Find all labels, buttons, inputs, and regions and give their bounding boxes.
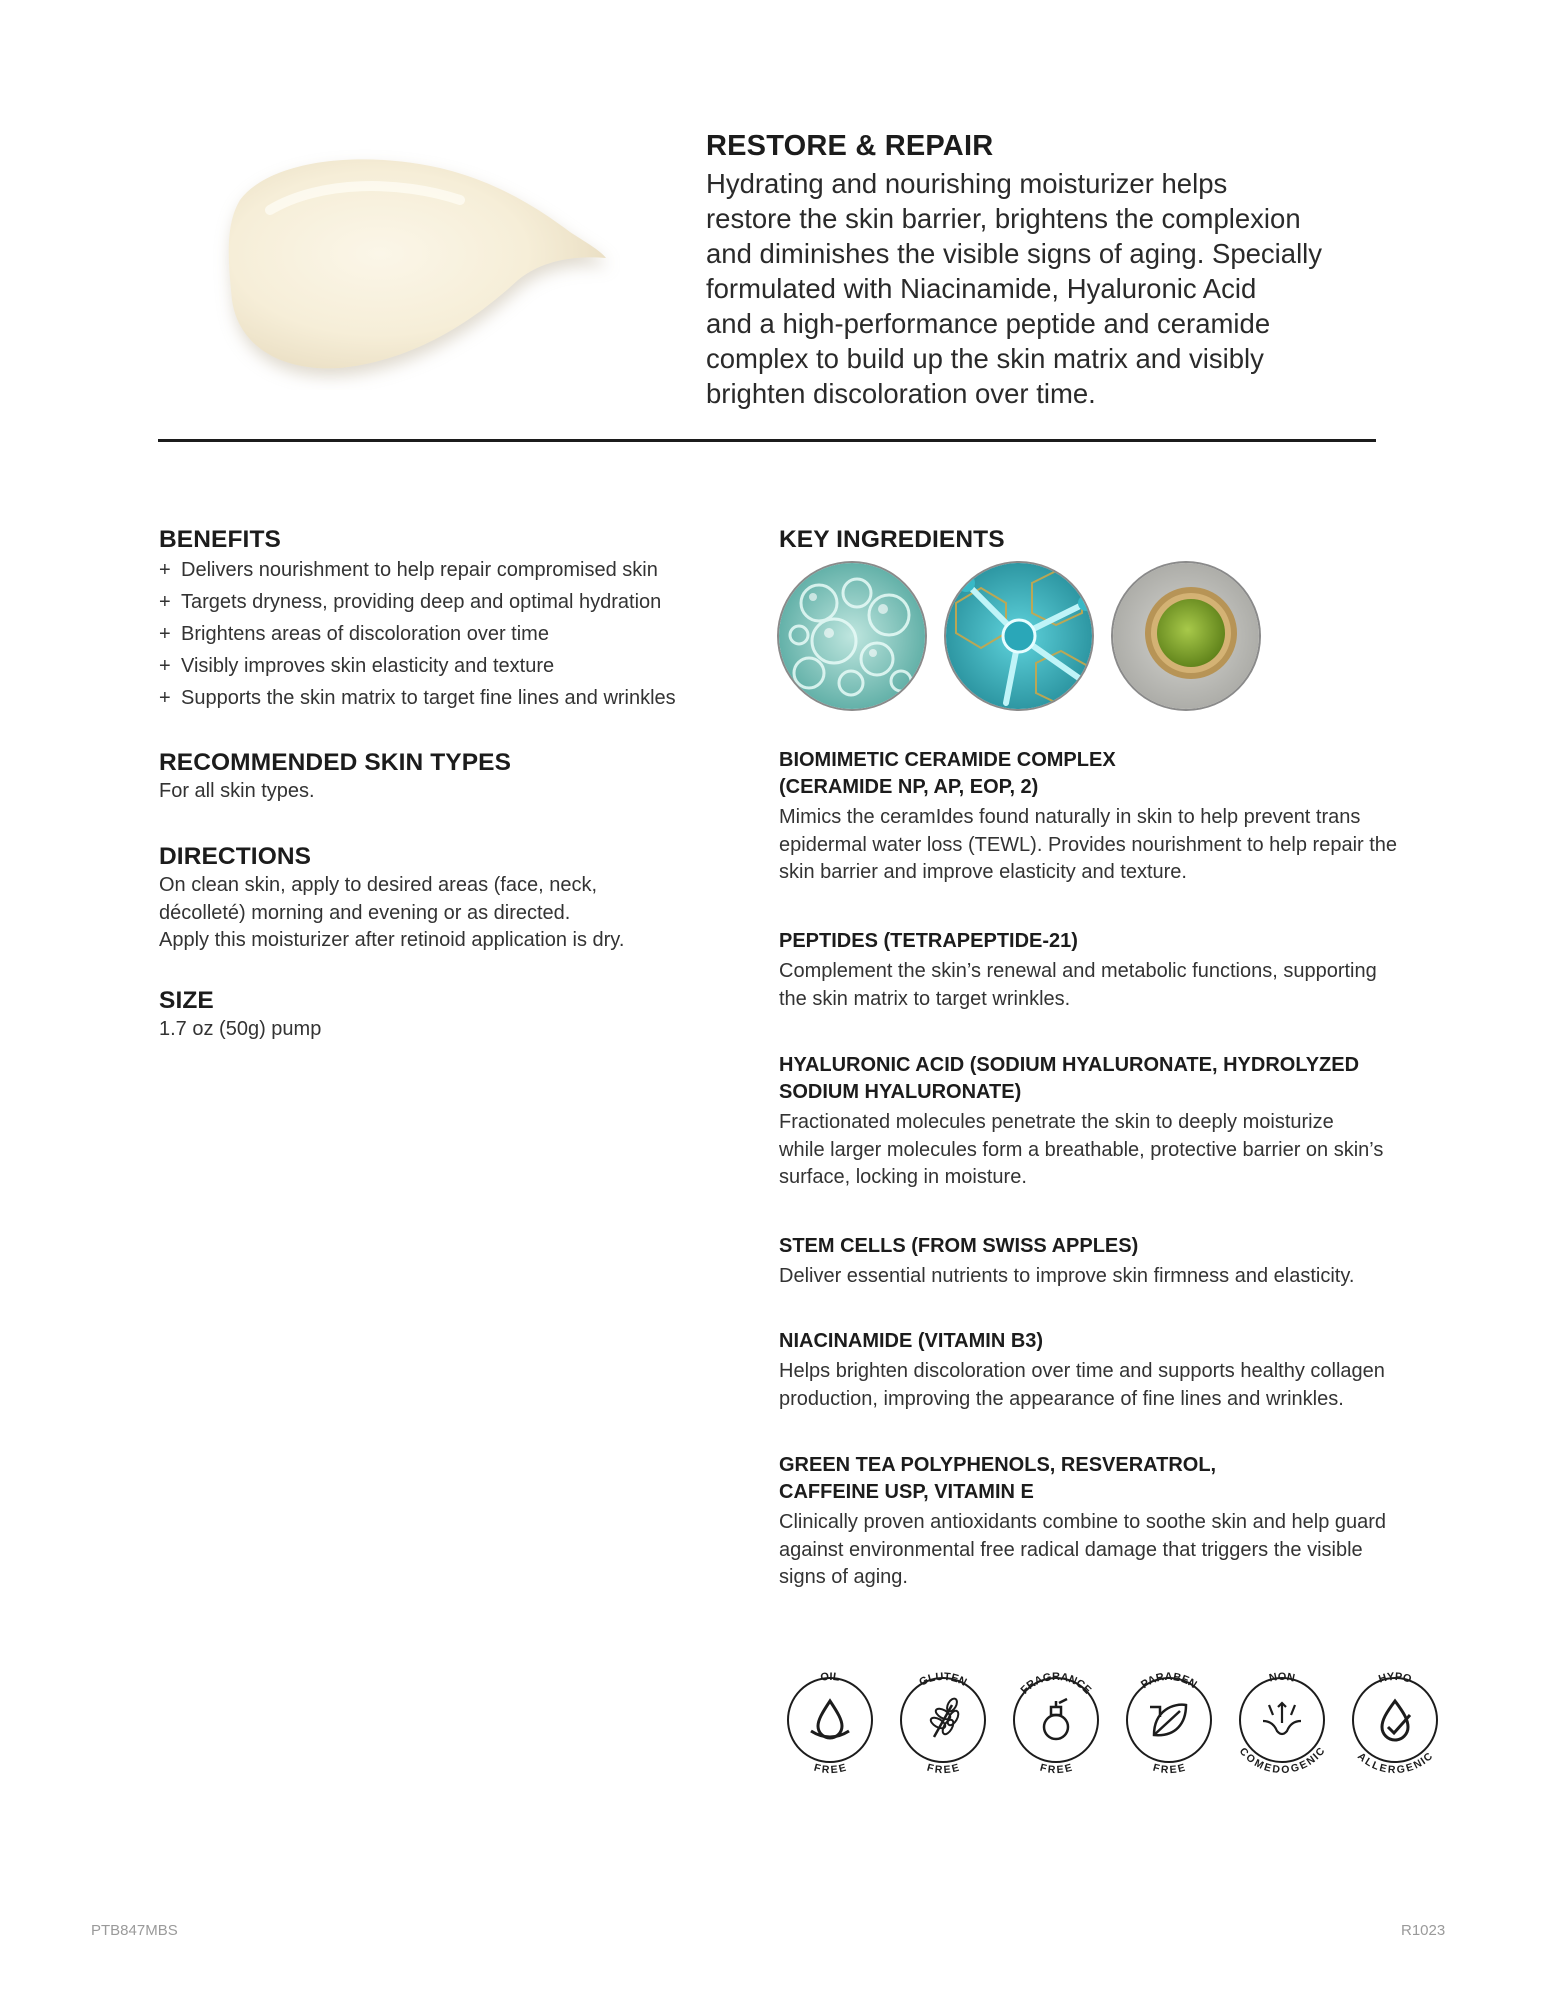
directions-heading: DIRECTIONS (159, 843, 312, 870)
ingredient-item (779, 1328, 1439, 1413)
section-divider (158, 439, 1376, 442)
ingredient-item (779, 1233, 1439, 1291)
hero-line: and diminishes the visible signs of aging. Specially (706, 238, 1323, 269)
hero-line: brighten discoloration over time. (706, 378, 1096, 409)
ingredient-name: HYALURONIC ACID (SODIUM HYALURONATE, HYDROLYZED SODIUM HYALURONATE) (779, 1054, 1360, 1103)
badge-fragrance (1001, 1665, 1111, 1775)
badge-hypo (1340, 1665, 1450, 1775)
badge-bottom-label: FREE (812, 1761, 848, 1775)
cream-swatch-image (200, 140, 620, 390)
plus-marker: + (159, 687, 171, 709)
list-item: + Supports the skin matrix to target fine lines and wrinkles (159, 682, 676, 714)
ingredient-name: STEM CELLS (FROM SWISS APPLES) (779, 1235, 1139, 1257)
list-item: + Brightens areas of discoloration over time (159, 618, 676, 650)
hero-line: Hydrating and nourishing moisturizer helps (706, 168, 1228, 199)
hero-line: complex to build up the skin matrix and visibly (706, 343, 1264, 374)
ingredient-description: Fractionated molecules penetrate the skin to deeply moisturize while larger molecules form a breathable, protective barrier on skin’s surface, locking in moisture. (779, 1111, 1384, 1188)
ingredient-description: Mimics the ceramIdes found naturally in skin to help prevent trans epidermal water loss (TEWL). Provides nourishment to help repair the skin barrier and improve elasticity and texture. (779, 806, 1398, 883)
ingredient-item (779, 1452, 1439, 1592)
ingredient-description: Clinically proven antioxidants combine to soothe skin and help guard against environmental free radical damage that triggers the visible signs of aging. (779, 1511, 1387, 1588)
badge-gluten (888, 1665, 998, 1775)
hero-description (706, 166, 1406, 411)
badge-paraben (1114, 1665, 1224, 1775)
benefits-list (159, 554, 676, 714)
badge-top-label: GLUTEN (917, 1670, 969, 1689)
peptide-molecule-image (946, 563, 1092, 709)
oil-drop-icon (811, 1701, 849, 1738)
hero-title: RESTORE & REPAIR (706, 130, 994, 162)
list-item: + Targets dryness, providing deep and optimal hydration (159, 586, 676, 618)
badge-bottom-label: ALLERGENIC (1355, 1750, 1435, 1775)
ingredient-item (779, 1052, 1439, 1192)
badge-bottom-label: FREE (1038, 1761, 1074, 1775)
ingredient-name: GREEN TEA POLYPHENOLS, RESVERATROL, CAFFEINE USP, VITAMIN E (779, 1454, 1217, 1503)
plus-marker: + (159, 559, 171, 581)
check-drop-icon (1382, 1701, 1410, 1740)
badge-top-label: FRAGRANCE (1018, 1671, 1094, 1697)
plus-marker: + (159, 591, 171, 613)
plus-marker: + (159, 623, 171, 645)
list-item: + Delivers nourishment to help repair compromised skin (159, 554, 676, 586)
ingredient-description: Deliver essential nutrients to improve skin firmness and elasticity. (779, 1265, 1355, 1287)
pore-arrows-icon (1263, 1703, 1301, 1734)
ingredient-name: NIACINAMIDE (VITAMIN B3) (779, 1330, 1044, 1352)
badge-top-label: PARABEN (1139, 1670, 1199, 1692)
badge-top-label: HYPO (1377, 1670, 1413, 1686)
size-text: 1.7 oz (50g) pump (159, 1018, 322, 1040)
skin-types-text: For all skin types. (159, 780, 315, 802)
badge-oil (775, 1665, 885, 1775)
leaf-icon (1150, 1705, 1186, 1736)
hero-line: and a high-performance peptide and ceramide (706, 308, 1271, 339)
hero-line: restore the skin barrier, brightens the complexion (706, 203, 1301, 234)
hero-line: formulated with Niacinamide, Hyaluronic Acid (706, 273, 1257, 304)
ingredient-item (779, 928, 1439, 1013)
badge-bottom-label: COMEDOGENIC (1236, 1745, 1328, 1775)
directions-text: On clean skin, apply to desired areas (face, neck, décolleté) morning and evening or as directed. Apply this moisturizer after retinoid application is dry. (159, 874, 625, 951)
skin-types-heading: RECOMMENDED SKIN TYPES (159, 749, 512, 776)
plus-marker: + (159, 655, 171, 677)
badge-top-label: OIL (819, 1670, 841, 1684)
ingredient-name: BIOMIMETIC CERAMIDE COMPLEX (CERAMIDE NP, AP, EOP, 2) (779, 749, 1116, 798)
ingredient-description: Helps brighten discoloration over time and supports healthy collagen production, improving the appearance of fine lines and wrinkles. (779, 1360, 1385, 1410)
wheat-icon (929, 1697, 960, 1737)
ingredient-description: Complement the skin’s renewal and metabolic functions, supporting the skin matrix to target wrinkles. (779, 960, 1377, 1010)
benefits-heading: BENEFITS (159, 526, 281, 553)
list-item: + Visibly improves skin elasticity and texture (159, 650, 676, 682)
badge-bottom-label: FREE (925, 1761, 961, 1775)
key-ingredients-heading: KEY INGREDIENTS (779, 526, 1005, 553)
size-heading: SIZE (159, 987, 214, 1014)
badge-top-label: NON (1268, 1671, 1296, 1685)
badge-bottom-label: FREE (1151, 1761, 1187, 1775)
ingredient-item (779, 747, 1439, 887)
product-code: PTB847MBS (91, 1922, 178, 1939)
green-tea-cup-image (1113, 563, 1259, 709)
badge-non (1227, 1665, 1337, 1775)
revision-code: R1023 (1401, 1922, 1446, 1939)
ingredient-name: PEPTIDES (TETRAPEPTIDE-21) (779, 930, 1078, 952)
perfume-bottle-icon (1044, 1699, 1068, 1739)
hyaluronic-bubbles-image (779, 563, 925, 709)
